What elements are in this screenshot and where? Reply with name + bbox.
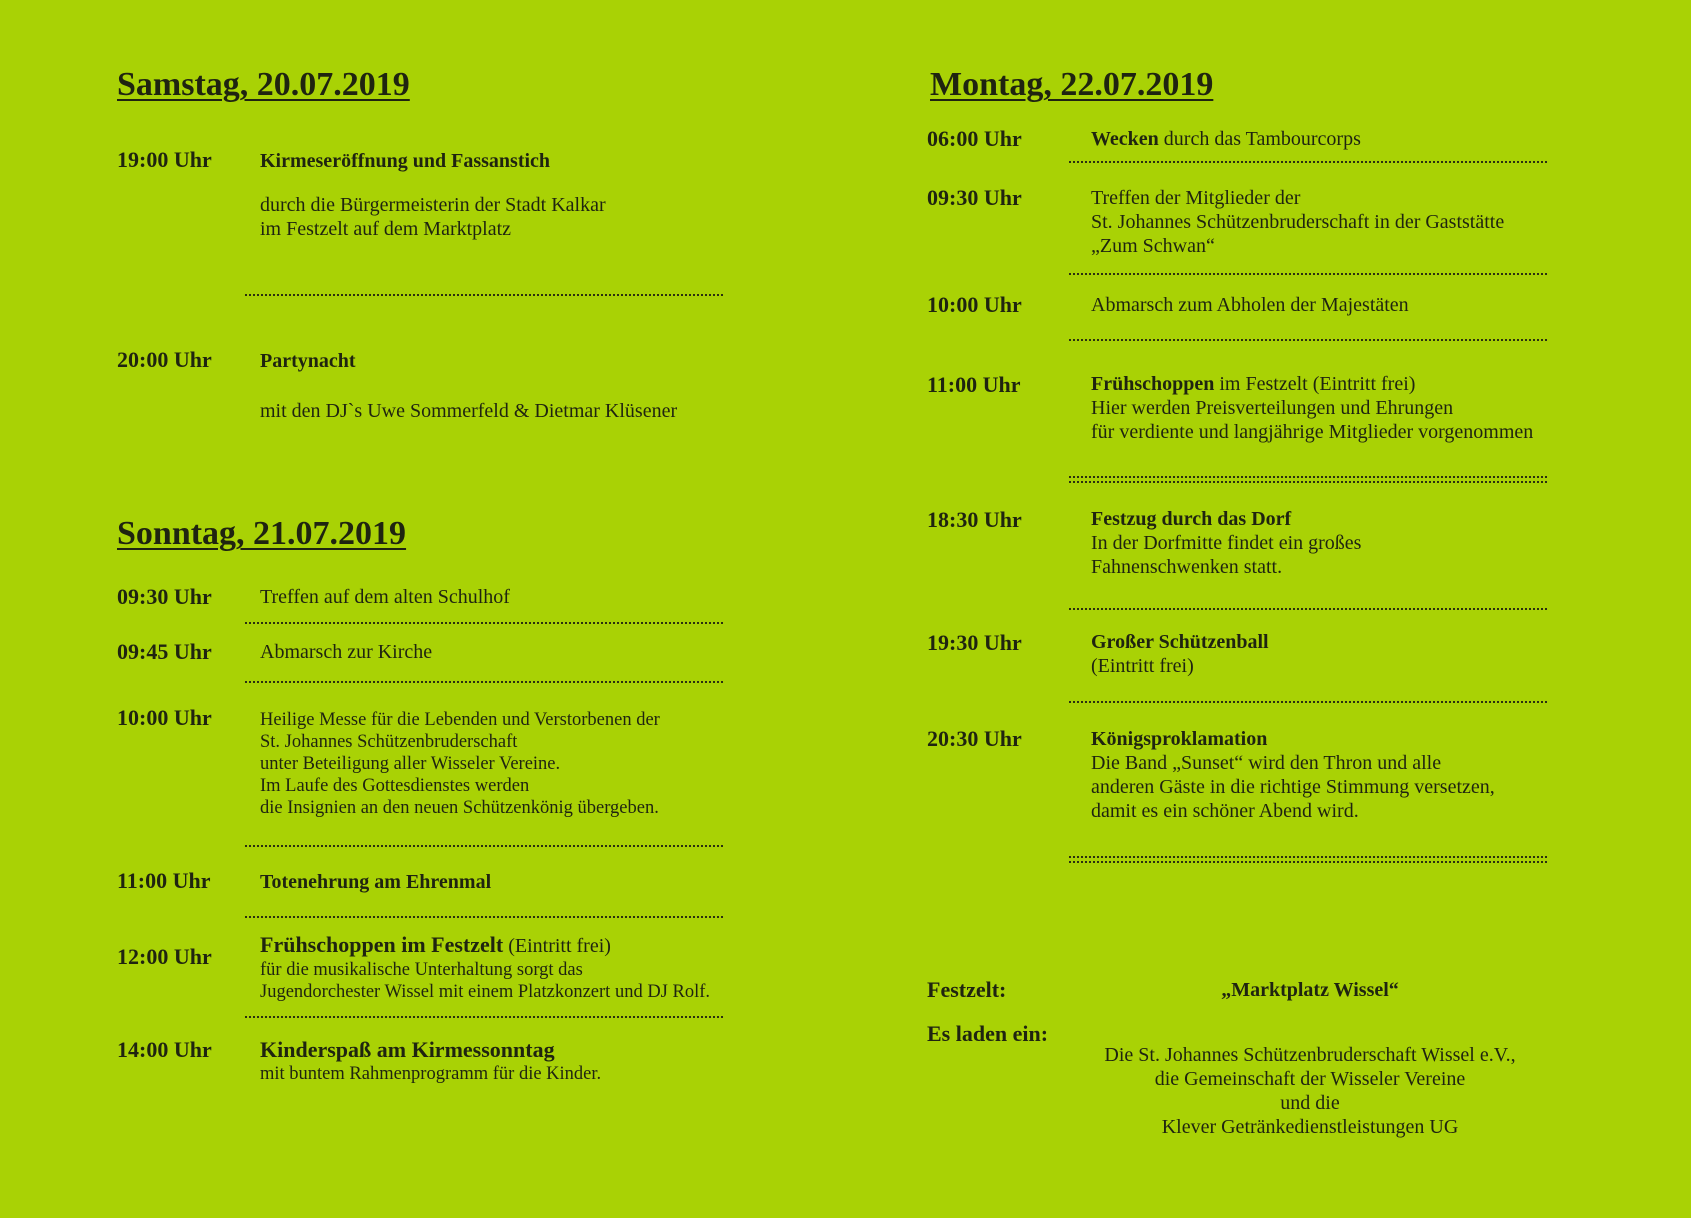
divider bbox=[245, 845, 723, 847]
event-line: für verdiente und langjährige Mitglieder vorgenommen bbox=[1091, 421, 1534, 443]
event-description bbox=[1091, 727, 1495, 823]
event-line: mit den DJ`s Uwe Sommerfeld & Dietmar Klüsener bbox=[260, 400, 678, 422]
divider bbox=[1069, 339, 1547, 341]
event-line: Jugendorchester Wissel mit einem Platzkonzert und DJ Rolf. bbox=[260, 982, 711, 1002]
event-time: 12:00 Uhr bbox=[117, 944, 212, 969]
event-time: 18:30 Uhr bbox=[927, 507, 1022, 532]
event-line: Fahnenschwenken statt. bbox=[1091, 556, 1283, 578]
event-title-suffix: im Festzelt (Eintritt frei) bbox=[1214, 373, 1416, 395]
event-line: anderen Gäste in die richtige Stimmung versetzen, bbox=[1091, 776, 1495, 798]
event-description bbox=[1091, 127, 1361, 151]
event-time: 14:00 Uhr bbox=[117, 1037, 212, 1062]
event-line: für die musikalische Unterhaltung sorgt das bbox=[260, 960, 583, 980]
event-text: Abmarsch zum Abholen der Majestäten bbox=[1091, 294, 1409, 316]
event-description bbox=[1091, 186, 1504, 258]
event-line: unter Beteiligung aller Wisseler Vereine. bbox=[260, 754, 561, 774]
event-time: 11:00 Uhr bbox=[927, 372, 1021, 397]
event-text: Abmarsch zur Kirche bbox=[260, 641, 433, 663]
event-line: St. Johannes Schützenbruderschaft bbox=[260, 732, 518, 752]
event-line: Die Band „Sunset“ wird den Thron und alle bbox=[1091, 752, 1442, 774]
event-title: Totenehrung am Ehrenmal bbox=[260, 871, 492, 893]
host-line: die Gemeinschaft der Wisseler Vereine bbox=[1154, 1068, 1466, 1090]
event-description bbox=[260, 149, 606, 241]
event-line: mit buntem Rahmenprogramm für die Kinder. bbox=[260, 1064, 602, 1084]
event-title: Kirmeseröffnung und Fassanstich bbox=[260, 150, 551, 172]
event-line: damit es ein schöner Abend wird. bbox=[1091, 800, 1359, 822]
event-description bbox=[260, 709, 660, 819]
event-line: die Insignien an den neuen Schützenkönig übergeben. bbox=[260, 798, 659, 818]
event-line: Heilige Messe für die Lebenden und Verstorbenen der bbox=[260, 710, 660, 730]
host-line: Klever Getränkedienstleistungen UG bbox=[1161, 1116, 1459, 1138]
divider bbox=[245, 294, 723, 296]
festzelt-label: Festzelt: bbox=[927, 977, 1007, 1002]
event-text: Treffen auf dem alten Schulhof bbox=[260, 586, 510, 608]
event-time: 10:00 Uhr bbox=[927, 292, 1022, 317]
saturday-heading: Samstag, 20.07.2019 bbox=[117, 66, 410, 103]
event-time: 11:00 Uhr bbox=[117, 868, 211, 893]
event-title: Partynacht bbox=[260, 350, 356, 372]
event-time: 19:00 Uhr bbox=[117, 147, 212, 172]
event-description bbox=[1091, 372, 1533, 444]
event-description bbox=[260, 349, 677, 423]
event-time: 09:45 Uhr bbox=[117, 639, 212, 664]
event-time: 09:30 Uhr bbox=[117, 584, 212, 609]
event-line: In der Dorfmitte findet ein großes bbox=[1091, 532, 1362, 554]
divider bbox=[245, 1016, 723, 1018]
monday-heading: Montag, 22.07.2019 bbox=[930, 66, 1214, 103]
event-time: 20:00 Uhr bbox=[117, 347, 212, 372]
event-time: 20:30 Uhr bbox=[927, 726, 1022, 751]
divider bbox=[1069, 701, 1547, 703]
event-title: Wecken bbox=[1091, 128, 1159, 150]
divider bbox=[245, 681, 723, 683]
divider bbox=[1069, 476, 1547, 478]
festzelt-value: „Marktplatz Wissel“ bbox=[1221, 979, 1399, 1001]
invite-hosts bbox=[1035, 1043, 1585, 1139]
event-title: Königsproklamation bbox=[1091, 728, 1268, 750]
event-line: durch die Bürgermeisterin der Stadt Kalkar bbox=[260, 194, 606, 216]
sunday-heading: Sonntag, 21.07.2019 bbox=[117, 515, 407, 552]
event-title: Frühschoppen bbox=[1091, 373, 1215, 395]
event-line: „Zum Schwan“ bbox=[1091, 235, 1215, 257]
event-description bbox=[260, 1037, 601, 1085]
divider bbox=[1069, 856, 1547, 858]
event-description bbox=[1091, 630, 1269, 678]
divider bbox=[245, 622, 723, 624]
event-title: Großer Schützenball bbox=[1091, 631, 1269, 653]
host-line: und die bbox=[1280, 1092, 1340, 1114]
host-line: Die St. Johannes Schützenbruderschaft Wissel e.V., bbox=[1104, 1044, 1516, 1066]
event-time: 09:30 Uhr bbox=[927, 185, 1022, 210]
event-line: im Festzelt auf dem Marktplatz bbox=[260, 218, 512, 240]
invite-label: Es laden ein: bbox=[927, 1021, 1049, 1046]
divider bbox=[1069, 161, 1547, 163]
event-title: Festzug durch das Dorf bbox=[1091, 508, 1292, 530]
divider bbox=[245, 916, 723, 918]
event-line: Treffen der Mitglieder der bbox=[1091, 187, 1301, 209]
divider bbox=[1069, 608, 1547, 610]
event-time: 06:00 Uhr bbox=[927, 126, 1022, 151]
event-line: Im Laufe des Gottesdienstes werden bbox=[260, 776, 530, 796]
event-title-suffix: (Eintritt frei) bbox=[503, 935, 611, 957]
event-line: St. Johannes Schützenbruderschaft in der Gaststätte bbox=[1091, 211, 1505, 233]
event-description bbox=[260, 932, 710, 1003]
event-line: (Eintritt frei) bbox=[1091, 655, 1194, 677]
divider bbox=[1069, 273, 1547, 275]
event-title: Kinderspaß am Kirmessonntag bbox=[260, 1037, 555, 1062]
event-description bbox=[1091, 507, 1361, 579]
event-title-suffix: durch das Tambourcorps bbox=[1158, 128, 1361, 150]
event-time: 10:00 Uhr bbox=[117, 705, 212, 730]
event-time: 19:30 Uhr bbox=[927, 630, 1022, 655]
event-title: Frühschoppen im Festzelt bbox=[260, 932, 504, 957]
event-line: Hier werden Preisverteilungen und Ehrungen bbox=[1091, 397, 1454, 419]
